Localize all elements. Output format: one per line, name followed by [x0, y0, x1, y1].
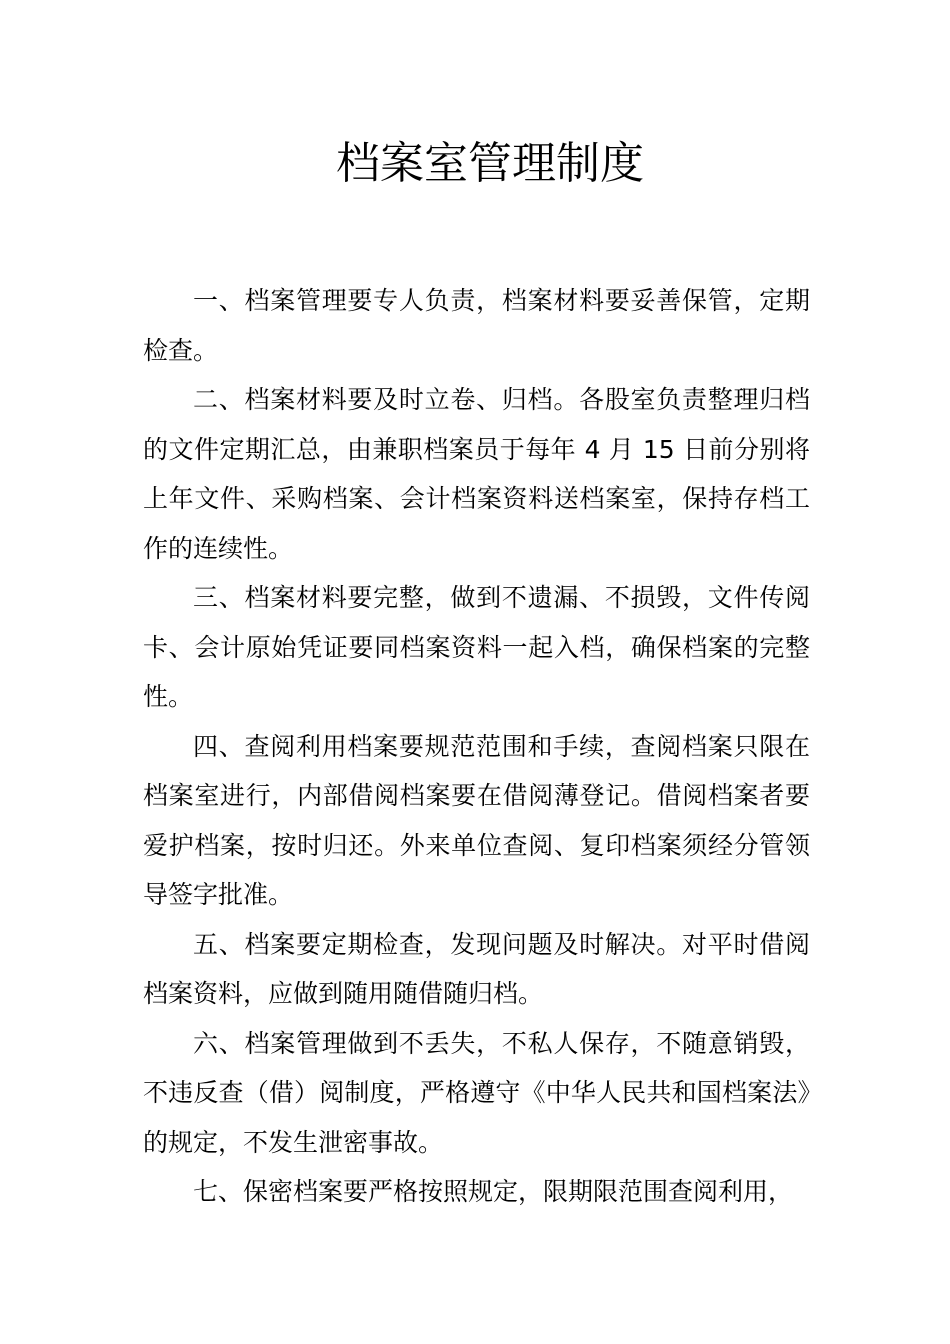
paragraph-5: 五、档案要定期检查，发现问题及时解决。对平时借阅档案资料，应做到随用随借随归档。: [143, 929, 810, 1008]
paragraph-4: 四、查阅利用档案要规范范围和手续，查阅档案只限在档案室进行，内部借阅档案要在借阅薄登记。借阅档案者要爱护档案，按时归还。外来单位查阅、复印档案须经分管领导签字批准。: [143, 731, 810, 909]
paragraph-6: 六、档案管理做到不丢失，不私人保存，不随意销毁，不违反查（借）阅制度，严格遵守《中华人民共和国档案法》的规定，不发生泄密事故。: [143, 1028, 810, 1157]
paragraph-2: 二、档案材料要及时立卷、归档。各股室负责整理归档的文件定期汇总，由兼职档案员于每年 4 月 15 日前分别将上年文件、采购档案、会计档案资料送档案室，保持存档工作的连续性。: [143, 385, 810, 563]
document-body: [143, 276, 810, 1217]
paragraph-1: 一、档案管理要专人负责，档案材料要妥善保管，定期检查。: [143, 286, 810, 365]
paragraph-3: 三、档案材料要完整，做到不遗漏、不损毁，文件传阅卡、会计原始凭证要同档案资料一起入档，确保档案的完整性。: [143, 583, 810, 711]
document-title: 档案室管理制度: [336, 138, 644, 189]
paragraph-7: 七、保密档案要严格按照规定，限期限范围查阅利用，: [193, 1177, 794, 1206]
